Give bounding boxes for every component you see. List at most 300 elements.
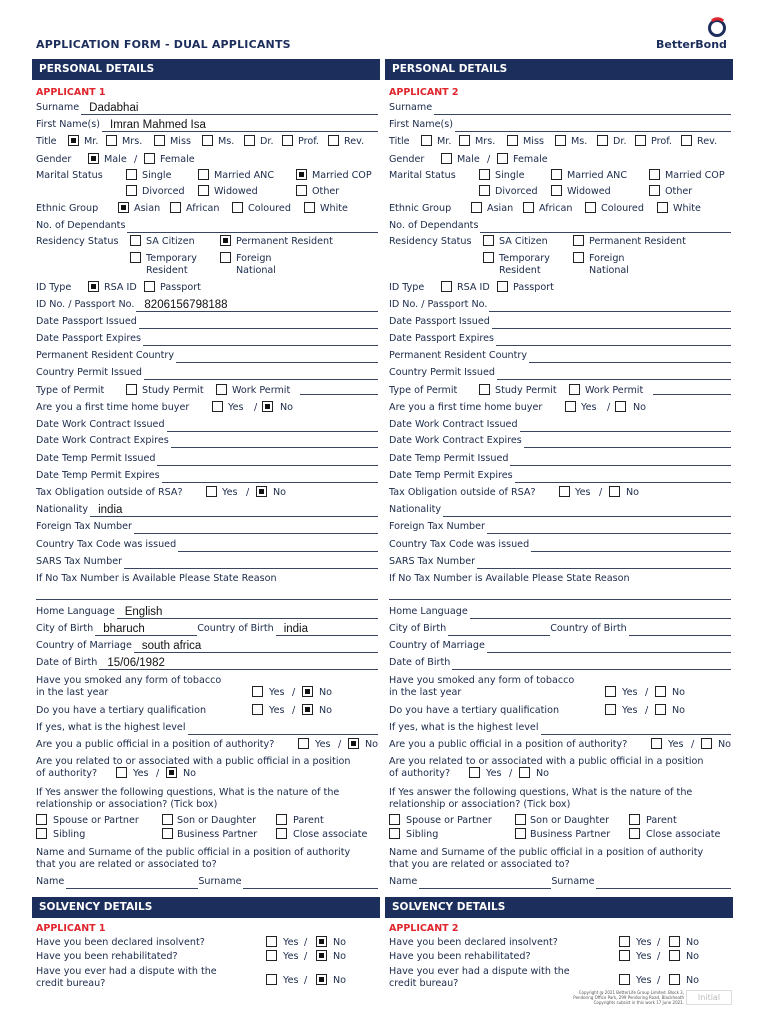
country-permit-issued-row (36, 366, 378, 380)
residency-sa-checkbox[interactable] (483, 235, 494, 246)
official-yes-checkbox[interactable] (651, 738, 662, 749)
slash: / (607, 402, 611, 413)
title-mr-checkbox[interactable] (68, 135, 79, 146)
permit-work-checkbox[interactable] (569, 384, 580, 395)
country-tax-code-input[interactable] (531, 541, 731, 552)
title-mrs-checkbox[interactable] (459, 135, 470, 146)
city-of-birth-row (389, 622, 731, 636)
rehabilitated-no-checkbox[interactable] (669, 950, 680, 961)
buyer-yes-checkbox[interactable] (212, 401, 223, 412)
perm-resident-label: Permanent Resident (236, 236, 333, 247)
official-name-label: Name (389, 876, 418, 887)
home-language-input[interactable] (117, 608, 378, 619)
no-label: No (718, 739, 732, 750)
dispute-label: Have you ever had a dispute with the (36, 966, 217, 977)
dispute-label-2: credit bureau? (389, 978, 459, 989)
id-rsa-checkbox[interactable] (441, 281, 452, 292)
white-label: White (673, 203, 701, 214)
applicant-1-column (32, 59, 380, 1019)
perm-resident-label: Permanent Resident (589, 236, 686, 247)
female-label: Female (513, 154, 548, 165)
other-label: Other (665, 186, 693, 197)
date-work-issued-input[interactable] (167, 421, 378, 432)
id-no-input[interactable] (136, 301, 378, 312)
resident-label: Resident (499, 265, 541, 276)
first-time-buyer-label: Are you a first time home buyer (389, 402, 543, 413)
rehabilitated-yes-checkbox[interactable] (619, 950, 630, 961)
dispute-label-2: credit bureau? (36, 978, 106, 989)
spouse-label: Spouse or Partner (406, 815, 492, 826)
option-row (36, 828, 378, 842)
tertiary-no-checkbox[interactable] (655, 704, 666, 715)
rel-close-checkbox[interactable] (276, 828, 287, 839)
rel-son-daughter-checkbox[interactable] (162, 814, 173, 825)
yes-label: Yes (283, 937, 299, 948)
slash: / (487, 154, 491, 165)
title-dr-checkbox[interactable] (244, 135, 255, 146)
official-name-input[interactable] (66, 878, 198, 889)
smoked-no-checkbox[interactable] (302, 686, 313, 697)
id-no-label: ID No. / Passport No. (36, 299, 135, 310)
no-label: No (686, 937, 700, 948)
city-of-birth-label: City of Birth (36, 623, 94, 634)
slash: / (691, 739, 695, 750)
slash: / (292, 687, 296, 698)
country-of-birth-input[interactable] (629, 625, 731, 636)
yes-label: Yes (636, 937, 652, 948)
country-permit-issued-input[interactable] (497, 369, 731, 380)
foreign-tax-input[interactable] (487, 523, 731, 534)
rev-label: Rev. (344, 136, 365, 147)
country-of-marriage-input[interactable] (487, 642, 731, 653)
date-work-issued-input[interactable] (520, 421, 731, 432)
foreign-tax-label: Foreign Tax Number (36, 521, 132, 532)
date-passport-expires-label: Date Passport Expires (389, 333, 495, 344)
no-label: No (672, 705, 686, 716)
single-label: Single (495, 170, 525, 181)
public-official-label: Are you a public official in a position of authority? (389, 739, 628, 750)
national-label: National (236, 265, 276, 276)
ethnic-african-checkbox[interactable] (170, 202, 181, 213)
home-language-input[interactable] (470, 608, 731, 619)
date-of-birth-row (389, 656, 731, 670)
country-of-birth-input[interactable] (276, 625, 378, 636)
country-tax-code-row (389, 538, 731, 552)
country-of-marriage-input[interactable] (134, 642, 378, 653)
country-of-birth-value: india (283, 623, 308, 635)
insolvent-yes-checkbox[interactable] (266, 936, 277, 947)
no-tax-reason-line[interactable] (389, 599, 731, 600)
initial-box[interactable]: Initial (686, 990, 732, 1005)
official-yes-checkbox[interactable] (298, 738, 309, 749)
slash: / (338, 739, 342, 750)
option-row (36, 936, 378, 950)
title-rev-checkbox[interactable] (328, 135, 339, 146)
date-work-expires-row (36, 434, 378, 448)
ethnic-asian-checkbox[interactable] (471, 202, 482, 213)
rel-son-daughter-checkbox[interactable] (515, 814, 526, 825)
related-no-checkbox[interactable] (519, 767, 530, 778)
date-of-birth-input[interactable] (452, 659, 731, 670)
title-prof-checkbox[interactable] (282, 135, 293, 146)
smoked-no-checkbox[interactable] (655, 686, 666, 697)
rel-spouse-checkbox[interactable] (389, 814, 400, 825)
miss-label: Miss (170, 136, 191, 147)
slash: / (657, 951, 661, 962)
residency-foreign-checkbox[interactable] (220, 252, 231, 263)
date-temp-expires-input[interactable] (162, 472, 378, 483)
yes-label: Yes (636, 975, 652, 986)
tax-yes-checkbox[interactable] (206, 486, 217, 497)
married-anc-label: Married ANC (567, 170, 628, 181)
date-temp-issued-input[interactable] (510, 455, 731, 466)
divorced-label: Divorced (495, 186, 538, 197)
business-partner-label: Business Partner (530, 829, 611, 840)
home-language-label: Home Language (36, 606, 115, 617)
mr-label: Mr. (437, 136, 452, 147)
gender-male-checkbox[interactable] (441, 153, 452, 164)
permit-label: Type of Permit (36, 385, 105, 396)
option-row (36, 281, 378, 295)
residency-perm-checkbox[interactable] (220, 235, 231, 246)
option-row (389, 135, 731, 149)
permit-work-checkbox[interactable] (216, 384, 227, 395)
option-row (36, 153, 378, 167)
tertiary-yes-checkbox[interactable] (605, 704, 616, 715)
rehabilitated-yes-checkbox[interactable] (266, 950, 277, 961)
id-no-input[interactable] (489, 301, 731, 312)
dependants-row (36, 219, 378, 233)
smoked-label: Have you smoked any form of tobacco (36, 675, 222, 686)
yes-label: Yes (228, 402, 244, 413)
related-label-2: of authority? (389, 768, 451, 779)
date-work-expires-input[interactable] (171, 437, 378, 448)
date-temp-expires-input[interactable] (515, 472, 731, 483)
male-label: Male (457, 154, 480, 165)
first-names-row (36, 118, 378, 132)
rel-sibling-checkbox[interactable] (389, 828, 400, 839)
related-no-checkbox[interactable] (166, 767, 177, 778)
personal-details-header: PERSONAL DETAILS (385, 59, 733, 80)
widowed-label: Widowed (567, 186, 611, 197)
ethnic-coloured-checkbox[interactable] (232, 202, 243, 213)
no-label: No (333, 951, 347, 962)
perm-resident-country-input[interactable] (176, 352, 378, 363)
slash: / (134, 154, 138, 165)
buyer-no-checkbox[interactable] (615, 401, 626, 412)
ethnic-white-checkbox[interactable] (304, 202, 315, 213)
residency-temp-checkbox[interactable] (483, 252, 494, 263)
related-label: Are you related to or associated with a public official in a position (389, 756, 704, 767)
yes-label: Yes (269, 705, 285, 716)
city-of-birth-input[interactable] (448, 625, 550, 636)
sars-tax-label: SARS Tax Number (36, 556, 123, 567)
ethnic-label: Ethnic Group (389, 203, 452, 214)
related-yes-checkbox[interactable] (116, 767, 127, 778)
date-of-birth-label: Date of Birth (36, 657, 98, 668)
solvency-details-header: SOLVENCY DETAILS (32, 897, 380, 918)
temporary-label: Temporary (499, 253, 550, 264)
surname-input[interactable] (434, 104, 731, 115)
rel-sibling-checkbox[interactable] (36, 828, 47, 839)
official-no-checkbox[interactable] (701, 738, 712, 749)
coloured-label: Coloured (601, 203, 644, 214)
rel-business-checkbox[interactable] (162, 828, 173, 839)
permit-row (389, 384, 731, 398)
yes-label: Yes (668, 739, 684, 750)
logo-mark-icon (706, 16, 728, 38)
title-miss-checkbox[interactable] (154, 135, 165, 146)
residency-label: Residency Status (389, 236, 472, 247)
marital-divorced-checkbox[interactable] (479, 185, 490, 196)
name-official-label-2: that you are related or associated to? (389, 859, 570, 870)
no-tax-reason-line[interactable] (36, 599, 378, 600)
date-work-expires-row (389, 434, 731, 448)
nationality-input[interactable] (90, 506, 378, 517)
option-row (36, 814, 378, 828)
tax-yes-checkbox[interactable] (559, 486, 570, 497)
no-label: No (536, 768, 550, 779)
smoked-yes-checkbox[interactable] (605, 686, 616, 697)
rel-parent-checkbox[interactable] (276, 814, 287, 825)
ethnic-white-checkbox[interactable] (657, 202, 668, 213)
marital-cop-checkbox[interactable] (296, 169, 307, 180)
country-tax-code-label: Country Tax Code was issued (36, 539, 177, 550)
copyright-notice: Copyright @ 2021 BetterLife Group Limited. Block 3, Pendoring Office Park, 299 Pendoring Road, Blackheath Copyrights subsist in this work 17 June 2021. (573, 990, 684, 1005)
official-surname-label: Surname (198, 876, 242, 887)
mrs-label: Mrs. (475, 136, 496, 147)
date-of-birth-label: Date of Birth (389, 657, 451, 668)
tax-no-checkbox[interactable] (256, 486, 267, 497)
date-of-birth-input[interactable] (99, 659, 378, 670)
title-prof-checkbox[interactable] (635, 135, 646, 146)
tertiary-label: Do you have a tertiary qualification (389, 705, 560, 716)
date-passport-expires-label: Date Passport Expires (36, 333, 142, 344)
title-ms-checkbox[interactable] (555, 135, 566, 146)
residency-sa-checkbox[interactable] (130, 235, 141, 246)
country-permit-issued-row (389, 366, 731, 380)
ms-label: Ms. (571, 136, 588, 147)
sibling-label: Sibling (53, 829, 86, 840)
highest-level-input[interactable] (541, 724, 732, 735)
work-permit-label: Work Permit (585, 385, 644, 396)
dependants-label: No. of Dependants (36, 220, 126, 231)
city-of-birth-input[interactable] (95, 625, 197, 636)
applicant-heading: APPLICANT 2 (389, 87, 459, 98)
no-label: No (626, 487, 640, 498)
perm-resident-country-input[interactable] (529, 352, 731, 363)
first-names-value: Imran Mahmed Isa (110, 119, 206, 131)
residency-foreign-checkbox[interactable] (573, 252, 584, 263)
tertiary-no-checkbox[interactable] (302, 704, 313, 715)
ethnic-african-checkbox[interactable] (523, 202, 534, 213)
surname-row (389, 101, 731, 115)
dr-label: Dr. (260, 136, 274, 147)
option-row (36, 169, 378, 183)
home-language-row (389, 605, 731, 619)
gender-female-checkbox[interactable] (144, 153, 155, 164)
marital-single-checkbox[interactable] (479, 169, 490, 180)
date-temp-issued-input[interactable] (157, 455, 378, 466)
smoked-yes-checkbox[interactable] (252, 686, 263, 697)
dependants-input[interactable] (127, 222, 378, 233)
date-temp-issued-row (36, 452, 378, 466)
option-row (36, 767, 378, 781)
date-passport-issued-input[interactable] (139, 318, 378, 329)
nationality-input[interactable] (443, 506, 731, 517)
gender-male-checkbox[interactable] (88, 153, 99, 164)
first-names-input[interactable] (455, 121, 731, 132)
marital-single-checkbox[interactable] (126, 169, 137, 180)
slash: / (657, 937, 661, 948)
id-passport-checkbox[interactable] (497, 281, 508, 292)
highest-level-input[interactable] (188, 724, 379, 735)
option-row (36, 235, 378, 249)
married-anc-label: Married ANC (214, 170, 275, 181)
dependants-input[interactable] (480, 222, 731, 233)
option-row (389, 738, 731, 752)
first-names-input[interactable] (102, 121, 378, 132)
official-surname-input[interactable] (596, 878, 731, 889)
id-rsa-checkbox[interactable] (88, 281, 99, 292)
date-work-issued-label: Date Work Contract Issued (36, 419, 165, 430)
slash: / (645, 687, 649, 698)
id-no-label: ID No. / Passport No. (389, 299, 488, 310)
first-time-buyer-label: Are you a first time home buyer (36, 402, 190, 413)
nature-label: If Yes answer the following questions, What is the nature of the (389, 787, 693, 798)
date-passport-issued-label: Date Passport Issued (36, 316, 137, 327)
no-label: No (633, 402, 647, 413)
form-title: APPLICATION FORM - DUAL APPLICANTS (36, 38, 291, 51)
marital-divorced-checkbox[interactable] (126, 185, 137, 196)
date-temp-expires-label: Date Temp Permit Expires (36, 470, 160, 481)
surname-input[interactable] (81, 104, 378, 115)
rel-business-checkbox[interactable] (515, 828, 526, 839)
perm-resident-country-row (36, 349, 378, 363)
sa-citizen-label: SA Citizen (146, 236, 195, 247)
permit-study-checkbox[interactable] (126, 384, 137, 395)
date-work-issued-row (389, 418, 731, 432)
official-name-input[interactable] (419, 878, 551, 889)
rel-spouse-checkbox[interactable] (36, 814, 47, 825)
parent-label: Parent (293, 815, 324, 826)
marital-anc-checkbox[interactable] (198, 169, 209, 180)
title-ms-checkbox[interactable] (202, 135, 213, 146)
permit-study-checkbox[interactable] (479, 384, 490, 395)
business-partner-label: Business Partner (177, 829, 258, 840)
title-miss-checkbox[interactable] (507, 135, 518, 146)
ethnic-asian-checkbox[interactable] (118, 202, 129, 213)
date-passport-expires-input[interactable] (143, 335, 378, 346)
female-label: Female (160, 154, 195, 165)
date-passport-issued-input[interactable] (492, 318, 731, 329)
permit-line[interactable] (300, 384, 378, 395)
slash: / (254, 402, 258, 413)
official-no-checkbox[interactable] (348, 738, 359, 749)
date-of-birth-value: 15/06/1982 (107, 657, 165, 669)
permit-line[interactable] (653, 384, 731, 395)
perm-resident-country-label: Permanent Resident Country (389, 350, 528, 361)
date-passport-expires-input[interactable] (496, 335, 731, 346)
marital-cop-checkbox[interactable] (649, 169, 660, 180)
option-row (389, 264, 731, 278)
yes-label: Yes (622, 687, 638, 698)
marital-widowed-checkbox[interactable] (551, 185, 562, 196)
sa-citizen-label: SA Citizen (499, 236, 548, 247)
dependants-row (389, 219, 731, 233)
first-names-label: First Name(s) (36, 119, 101, 130)
date-work-issued-row (36, 418, 378, 432)
id-type-label: ID Type (36, 282, 72, 293)
ms-label: Ms. (218, 136, 235, 147)
option-row (389, 401, 731, 415)
country-of-marriage-row (36, 639, 378, 653)
asian-label: Asian (134, 203, 161, 214)
sars-tax-label: SARS Tax Number (389, 556, 476, 567)
related-yes-checkbox[interactable] (469, 767, 480, 778)
insolvent-yes-checkbox[interactable] (619, 936, 630, 947)
insolvent-no-checkbox[interactable] (316, 936, 327, 947)
id-no-row (36, 298, 378, 312)
gender-female-checkbox[interactable] (497, 153, 508, 164)
tax-no-checkbox[interactable] (609, 486, 620, 497)
sars-tax-input[interactable] (477, 558, 731, 569)
title-dr-checkbox[interactable] (597, 135, 608, 146)
buyer-no-checkbox[interactable] (262, 401, 273, 412)
option-row (389, 202, 731, 216)
buyer-yes-checkbox[interactable] (565, 401, 576, 412)
nature-label: If Yes answer the following questions, What is the nature of the (36, 787, 340, 798)
slash: / (304, 975, 308, 986)
official-surname-input[interactable] (243, 878, 378, 889)
sars-tax-input[interactable] (124, 558, 378, 569)
tertiary-yes-checkbox[interactable] (252, 704, 263, 715)
mrs-label: Mrs. (122, 136, 143, 147)
title-mr-checkbox[interactable] (421, 135, 432, 146)
home-language-value: English (124, 606, 163, 618)
rel-parent-checkbox[interactable] (629, 814, 640, 825)
betterbond-logo (654, 16, 734, 52)
foreign-tax-input[interactable] (134, 523, 378, 534)
country-tax-code-input[interactable] (178, 541, 378, 552)
son-daughter-label: Son or Daughter (177, 815, 257, 826)
name-official-label-2: that you are related or associated to? (36, 859, 217, 870)
option-row (389, 169, 731, 183)
residency-temp-checkbox[interactable] (130, 252, 141, 263)
residency-perm-checkbox[interactable] (573, 235, 584, 246)
insolvent-no-checkbox[interactable] (669, 936, 680, 947)
spouse-label: Spouse or Partner (53, 815, 139, 826)
marital-anc-checkbox[interactable] (551, 169, 562, 180)
date-work-expires-label: Date Work Contract Expires (389, 435, 522, 446)
rsa-id-label: RSA ID (104, 282, 137, 293)
ethnic-coloured-checkbox[interactable] (585, 202, 596, 213)
married-cop-label: Married COP (312, 170, 372, 181)
marital-other-checkbox[interactable] (296, 185, 307, 196)
related-label: Are you related to or associated with a public official in a position (36, 756, 351, 767)
date-work-expires-input[interactable] (524, 437, 731, 448)
marital-widowed-checkbox[interactable] (198, 185, 209, 196)
title-rev-checkbox[interactable] (681, 135, 692, 146)
marital-other-checkbox[interactable] (649, 185, 660, 196)
rehabilitated-no-checkbox[interactable] (316, 950, 327, 961)
id-passport-checkbox[interactable] (144, 281, 155, 292)
sibling-label: Sibling (406, 829, 439, 840)
title-mrs-checkbox[interactable] (106, 135, 117, 146)
country-permit-issued-input[interactable] (144, 369, 378, 380)
permit-label: Type of Permit (389, 385, 458, 396)
rel-close-checkbox[interactable] (629, 828, 640, 839)
